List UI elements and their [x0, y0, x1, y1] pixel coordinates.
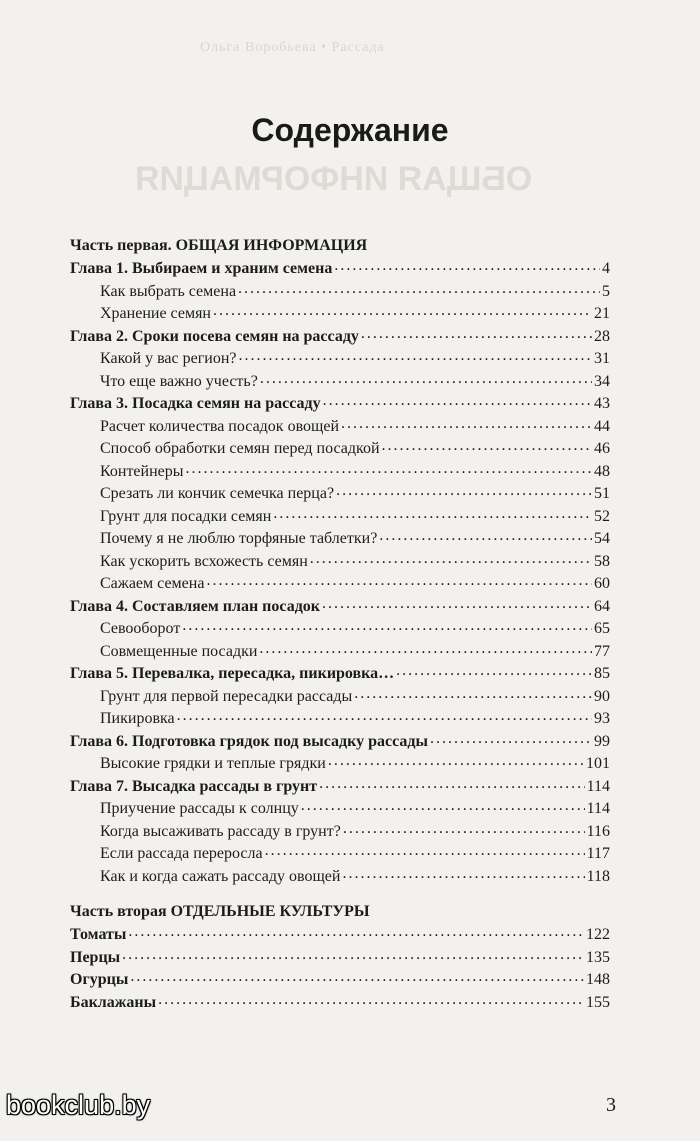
toc-entry-label: Глава 3. Посадка семян на рассаду	[70, 395, 321, 412]
toc-culture-row	[70, 923, 610, 946]
toc-entry-page: 135	[586, 948, 610, 966]
toc-section-row	[70, 752, 610, 775]
part-heading: Часть вторая ОТДЕЛЬНЫЕ КУЛЬТУРЫ	[70, 903, 370, 920]
dot-leader	[341, 417, 592, 433]
dot-leader	[323, 394, 592, 410]
toc-entry-page: 52	[594, 507, 610, 525]
toc-entry-page: 43	[594, 395, 610, 412]
toc-culture-row	[70, 968, 610, 991]
toc-section-row	[70, 437, 610, 460]
toc-entry-label: Способ обработки семян перед посадкой	[100, 440, 380, 457]
dot-leader	[334, 259, 600, 275]
dot-leader	[265, 844, 585, 860]
toc-section-row	[70, 685, 610, 708]
toc-entry-page: 60	[594, 575, 610, 592]
dot-leader	[238, 282, 600, 298]
toc-section-row	[70, 505, 610, 528]
toc-entry-label: Высокие грядки и теплые грядки	[100, 755, 326, 772]
table-of-contents	[70, 235, 610, 1013]
dot-leader	[186, 462, 592, 478]
toc-entry-label: Перцы	[70, 948, 121, 966]
toc-section-row	[70, 572, 610, 595]
dot-leader	[122, 948, 584, 964]
toc-entry-page: 48	[594, 462, 610, 480]
toc-entry-page: 148	[586, 971, 610, 988]
dot-leader	[336, 484, 592, 500]
toc-section-row	[70, 617, 610, 640]
toc-entry-label: Когда высаживать рассаду в грунт?	[100, 822, 341, 840]
toc-entry-label: Какой у вас регион?	[100, 350, 237, 367]
toc-entry-label: Сажаем семена	[100, 575, 205, 592]
toc-section-row	[70, 527, 610, 550]
part-heading: Часть первая. ОБЩАЯ ИНФОРМАЦИЯ	[70, 237, 368, 254]
dot-leader	[382, 439, 592, 455]
toc-entry-page: 99	[594, 732, 610, 750]
part-gap	[70, 887, 610, 901]
toc-entry-label: Что еще важно учесть?	[100, 372, 258, 390]
toc-entry-page: 4	[602, 260, 610, 277]
dot-leader	[361, 327, 592, 343]
dot-leader	[130, 970, 584, 986]
toc-chapter-row	[70, 392, 610, 415]
toc-entry-page: 122	[586, 926, 610, 943]
toc-entry-label: Грунт для первой пересадки рассады	[100, 687, 353, 705]
toc-chapter-row	[70, 775, 610, 798]
toc-entry-label: Хранение семян	[100, 305, 211, 322]
toc-entry-page: 31	[594, 350, 610, 367]
dot-leader	[260, 372, 592, 388]
toc-entry-label: Почему я не люблю торфяные таблетки?	[100, 530, 378, 547]
dot-leader	[343, 822, 585, 838]
toc-section-row	[70, 482, 610, 505]
toc-entry-label: Глава 5. Перевалка, пересадка, пикировка…	[70, 665, 395, 682]
toc-section-row	[70, 797, 610, 820]
toc-entry-page: 114	[586, 777, 610, 795]
bleed-through-header: Ольга Воробьева • Рассада	[200, 40, 385, 55]
dot-leader	[206, 574, 592, 590]
toc-entry-label: Если рассада переросла	[100, 845, 263, 862]
toc-entry-page: 44	[594, 417, 610, 435]
toc-entry-label: Совмещенные посадки	[100, 642, 258, 660]
toc-section-row	[70, 820, 610, 843]
dot-leader	[259, 642, 592, 658]
toc-entry-label: Контейнеры	[100, 462, 184, 480]
toc-entry-label: Глава 4. Составляем план посадок	[70, 597, 321, 615]
toc-entry-label: Глава 7. Высадка рассады в грунт	[70, 777, 318, 795]
toc-chapter-row	[70, 257, 610, 280]
toc-culture-row	[70, 946, 610, 969]
toc-entry-page: 34	[594, 372, 610, 390]
toc-entry-page: 58	[594, 552, 610, 570]
toc-section-row	[70, 842, 610, 865]
toc-entry-label: Как и когда сажать рассаду овощей	[100, 867, 341, 885]
toc-entry-page: 90	[594, 687, 610, 705]
toc-section-row	[70, 280, 610, 303]
toc-entry-label: Грунт для посадки семян	[100, 507, 272, 525]
toc-chapter-row	[70, 325, 610, 348]
watermark-logo: bookclub.by	[6, 1090, 151, 1120]
part-entries	[70, 257, 610, 887]
toc-entry-page: 54	[594, 530, 610, 547]
toc-entry-label: Баклажаны	[70, 993, 157, 1011]
toc-entry-label: Глава 6. Подготовка грядок под высадку рассады	[70, 732, 428, 750]
toc-section-row	[70, 370, 610, 393]
dot-leader	[239, 349, 592, 365]
dot-leader	[328, 754, 584, 770]
toc-section-row	[70, 707, 610, 730]
dot-leader	[213, 304, 592, 320]
toc-chapter-row	[70, 730, 610, 753]
dot-leader	[301, 799, 585, 815]
toc-entry-page: 101	[586, 755, 610, 772]
dot-leader	[379, 529, 592, 545]
dot-leader	[182, 619, 592, 635]
toc-entry-page: 117	[586, 845, 610, 862]
toc-entry-page: 155	[586, 993, 610, 1011]
toc-entry-label: Приучение рассады к солнцу	[100, 800, 299, 817]
toc-culture-row	[70, 991, 610, 1014]
toc-entry-page: 85	[594, 665, 610, 682]
dot-leader	[354, 687, 592, 703]
bleed-through-title: ОБЩАЯ ИНФОРМАЦИЯ	[135, 160, 533, 198]
toc-section-row	[70, 640, 610, 663]
toc-entry-label: Срезать ли кончик семечка перца?	[100, 485, 335, 502]
toc-entry-page: 28	[594, 327, 610, 345]
toc-entry-page: 5	[602, 282, 610, 300]
toc-section-row	[70, 347, 610, 370]
toc-section-row	[70, 302, 610, 325]
toc-section-row	[70, 460, 610, 483]
page-title: Содержание	[251, 112, 449, 148]
toc-entry-label: Севооборот	[100, 620, 181, 637]
toc-entry-page: 21	[594, 305, 610, 322]
toc-entry-page: 118	[586, 867, 610, 885]
dot-leader	[158, 993, 584, 1009]
dot-leader	[310, 552, 592, 568]
page-number: 3	[606, 1094, 616, 1116]
dot-leader	[396, 664, 592, 680]
toc-entry-label: Пикировка	[100, 710, 175, 727]
toc-entry-page: 51	[594, 485, 610, 502]
toc-entry-page: 64	[594, 597, 610, 615]
toc-entry-page: 116	[586, 822, 610, 840]
dot-leader	[273, 507, 592, 523]
toc-section-row	[70, 550, 610, 573]
toc-entry-label: Расчет количества посадок овощей	[100, 417, 340, 435]
toc-entry-label: Глава 1. Выбираем и храним семена	[70, 260, 333, 277]
toc-entry-label: Как ускорить всхожесть семян	[100, 552, 308, 570]
toc-chapter-row	[70, 595, 610, 618]
toc-entry-page: 93	[594, 710, 610, 727]
part-entries	[70, 923, 610, 1013]
dot-leader	[342, 867, 584, 883]
toc-entry-label: Томаты	[70, 926, 127, 943]
toc-entry-page: 77	[594, 642, 610, 660]
dot-leader	[322, 597, 592, 613]
dot-leader	[177, 709, 592, 725]
toc-entry-page: 114	[586, 800, 610, 817]
toc-entry-page: 65	[594, 620, 610, 637]
toc-entry-label: Глава 2. Сроки посева семян на рассаду	[70, 327, 359, 345]
toc-entry-label: Огурцы	[70, 971, 129, 988]
dot-leader	[430, 732, 592, 748]
toc-section-row	[70, 415, 610, 438]
dot-leader	[128, 925, 584, 941]
toc-section-row	[70, 865, 610, 888]
toc-entry-label: Как выбрать семена	[100, 282, 237, 300]
dot-leader	[319, 777, 585, 793]
toc-chapter-row	[70, 662, 610, 685]
toc-entry-page: 46	[594, 440, 610, 457]
